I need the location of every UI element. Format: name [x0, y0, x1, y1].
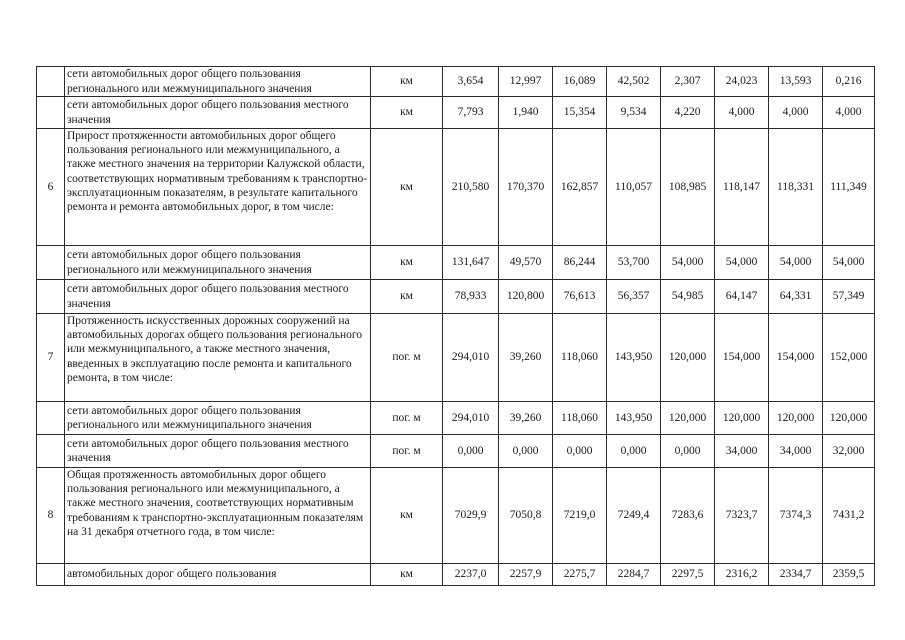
- value-cell: 7029,9: [443, 468, 499, 564]
- value-cell: 143,950: [607, 314, 661, 402]
- value-cell: 120,800: [499, 280, 553, 314]
- value-cell: 162,857: [553, 129, 607, 246]
- row-number: [37, 280, 65, 314]
- value-cell: 108,985: [661, 129, 715, 246]
- value-cell: 210,580: [443, 129, 499, 246]
- row-number: 7: [37, 314, 65, 402]
- row-unit: км: [371, 67, 443, 97]
- value-cell: 111,349: [823, 129, 875, 246]
- row-description: автомобильных дорог общего пользования: [65, 564, 371, 586]
- value-cell: 78,933: [443, 280, 499, 314]
- value-cell: 0,000: [553, 435, 607, 468]
- value-cell: 7323,7: [715, 468, 769, 564]
- table-body: [37, 67, 875, 586]
- value-cell: 120,000: [823, 402, 875, 435]
- row-number: [37, 564, 65, 586]
- value-cell: 152,000: [823, 314, 875, 402]
- value-cell: 1,940: [499, 97, 553, 129]
- value-cell: 24,023: [715, 67, 769, 97]
- row-unit: км: [371, 129, 443, 246]
- table-row: [37, 435, 875, 468]
- row-unit: км: [371, 280, 443, 314]
- value-cell: 39,260: [499, 314, 553, 402]
- value-cell: 2359,5: [823, 564, 875, 586]
- row-unit: пог. м: [371, 314, 443, 402]
- value-cell: 16,089: [553, 67, 607, 97]
- row-number: [37, 246, 65, 280]
- row-unit: км: [371, 564, 443, 586]
- row-description: сети автомобильных дорог общего пользования регионального или межмуниципального значения: [65, 246, 371, 280]
- value-cell: 34,000: [769, 435, 823, 468]
- value-cell: 0,000: [499, 435, 553, 468]
- value-cell: 2257,9: [499, 564, 553, 586]
- value-cell: 2284,7: [607, 564, 661, 586]
- table-row: [37, 129, 875, 246]
- value-cell: 12,997: [499, 67, 553, 97]
- value-cell: 110,057: [607, 129, 661, 246]
- row-unit: км: [371, 97, 443, 129]
- value-cell: 2297,5: [661, 564, 715, 586]
- row-unit: пог. м: [371, 435, 443, 468]
- value-cell: 4,000: [769, 97, 823, 129]
- row-number: [37, 97, 65, 129]
- value-cell: 143,950: [607, 402, 661, 435]
- value-cell: 57,349: [823, 280, 875, 314]
- value-cell: 13,593: [769, 67, 823, 97]
- value-cell: 0,000: [607, 435, 661, 468]
- value-cell: 7283,6: [661, 468, 715, 564]
- value-cell: 120,000: [661, 402, 715, 435]
- value-cell: 39,260: [499, 402, 553, 435]
- value-cell: 0,000: [661, 435, 715, 468]
- row-description: Прирост протяженности автомобильных дорог общего пользования регионального или межмуниципального, а также местного значения на территории Калужской области, соответствующих нормативным требованиям к транспортно-эксплуатационным показателям, в результате капитального ремонта и ремонта автомобильных дорог, в том числе:: [65, 129, 371, 246]
- value-cell: 294,010: [443, 402, 499, 435]
- row-number: [37, 435, 65, 468]
- value-cell: 2,307: [661, 67, 715, 97]
- indicators-table: [36, 66, 875, 586]
- value-cell: 118,060: [553, 314, 607, 402]
- value-cell: 54,000: [823, 246, 875, 280]
- value-cell: 2316,2: [715, 564, 769, 586]
- value-cell: 76,613: [553, 280, 607, 314]
- value-cell: 120,000: [769, 402, 823, 435]
- value-cell: 294,010: [443, 314, 499, 402]
- value-cell: 64,147: [715, 280, 769, 314]
- row-unit: км: [371, 246, 443, 280]
- value-cell: 32,000: [823, 435, 875, 468]
- row-description: сети автомобильных дорог общего пользования местного значения: [65, 280, 371, 314]
- value-cell: 0,216: [823, 67, 875, 97]
- row-number: [37, 67, 65, 97]
- value-cell: 7219,0: [553, 468, 607, 564]
- value-cell: 131,647: [443, 246, 499, 280]
- value-cell: 54,000: [661, 246, 715, 280]
- value-cell: 42,502: [607, 67, 661, 97]
- value-cell: 4,000: [715, 97, 769, 129]
- value-cell: 86,244: [553, 246, 607, 280]
- row-number: [37, 402, 65, 435]
- table-row: [37, 280, 875, 314]
- table-row: [37, 67, 875, 97]
- row-description: сети автомобильных дорог общего пользования местного значения: [65, 435, 371, 468]
- row-number: 8: [37, 468, 65, 564]
- value-cell: 7249,4: [607, 468, 661, 564]
- table-row: [37, 564, 875, 586]
- value-cell: 3,654: [443, 67, 499, 97]
- row-unit: км: [371, 468, 443, 564]
- value-cell: 154,000: [769, 314, 823, 402]
- row-description: Протяженность искусственных дорожных сооружений на автомобильных дорогах общего пользования регионального или межмуниципального, а также местного значения, введенных в эксплуатацию после ремонта и капитального ремонта, в том числе:: [65, 314, 371, 402]
- value-cell: 7431,2: [823, 468, 875, 564]
- value-cell: 49,570: [499, 246, 553, 280]
- value-cell: 118,060: [553, 402, 607, 435]
- value-cell: 120,000: [661, 314, 715, 402]
- value-cell: 0,000: [443, 435, 499, 468]
- table-row: [37, 314, 875, 402]
- table-row: [37, 402, 875, 435]
- table-row: [37, 246, 875, 280]
- value-cell: 2275,7: [553, 564, 607, 586]
- table-row: [37, 468, 875, 564]
- value-cell: 7050,8: [499, 468, 553, 564]
- value-cell: 7374,3: [769, 468, 823, 564]
- row-description: сети автомобильных дорог общего пользования регионального или межмуниципального значения: [65, 402, 371, 435]
- value-cell: 53,700: [607, 246, 661, 280]
- value-cell: 118,147: [715, 129, 769, 246]
- value-cell: 54,985: [661, 280, 715, 314]
- value-cell: 54,000: [715, 246, 769, 280]
- value-cell: 4,220: [661, 97, 715, 129]
- value-cell: 54,000: [769, 246, 823, 280]
- value-cell: 170,370: [499, 129, 553, 246]
- value-cell: 7,793: [443, 97, 499, 129]
- value-cell: 154,000: [715, 314, 769, 402]
- value-cell: 2334,7: [769, 564, 823, 586]
- value-cell: 15,354: [553, 97, 607, 129]
- row-description: сети автомобильных дорог общего пользования регионального или межмуниципального значения: [65, 67, 371, 97]
- value-cell: 56,357: [607, 280, 661, 314]
- row-number: 6: [37, 129, 65, 246]
- value-cell: 2237,0: [443, 564, 499, 586]
- table-row: [37, 97, 875, 129]
- value-cell: 34,000: [715, 435, 769, 468]
- row-unit: пог. м: [371, 402, 443, 435]
- value-cell: 118,331: [769, 129, 823, 246]
- value-cell: 120,000: [715, 402, 769, 435]
- value-cell: 4,000: [823, 97, 875, 129]
- value-cell: 9,534: [607, 97, 661, 129]
- row-description: сети автомобильных дорог общего пользования местного значения: [65, 97, 371, 129]
- value-cell: 64,331: [769, 280, 823, 314]
- row-description: Общая протяженность автомобильных дорог общего пользования регионального или межмуниципального, а также местного значения, соответствующих нормативным требованиям к транспортно-эксплуатационным показателям на 31 декабря отчетного года, в том числе:: [65, 468, 371, 564]
